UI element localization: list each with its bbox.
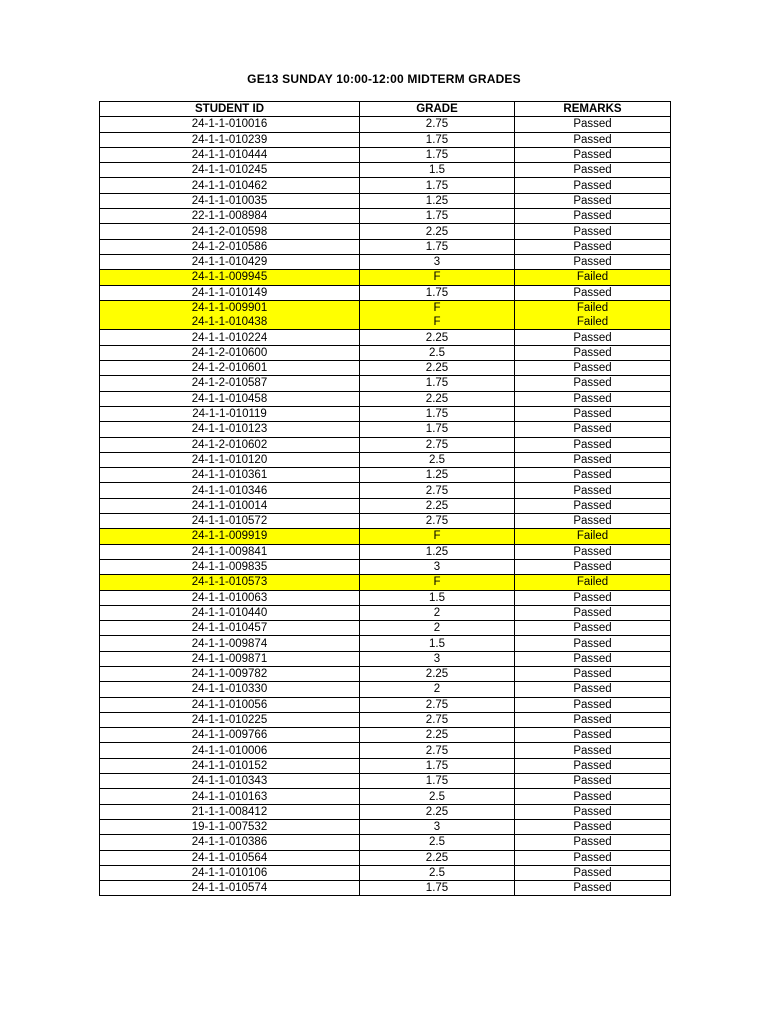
- table-row: [100, 514, 671, 529]
- grade-cell: 2.25: [360, 804, 515, 819]
- grade-cell: 1.75: [360, 758, 515, 773]
- remarks-cell: Passed: [515, 254, 671, 269]
- grade-cell: 2.25: [360, 391, 515, 406]
- student-id-cell: 24-1-1-010245: [100, 163, 360, 178]
- grade-cell: 2.25: [360, 498, 515, 513]
- grade-cell: 1.25: [360, 193, 515, 208]
- grade-cell: 2.75: [360, 483, 515, 498]
- remarks-cell: Passed: [515, 819, 671, 834]
- table-row: [100, 452, 671, 467]
- student-id-cell: 24-1-1-009841: [100, 544, 360, 559]
- remarks-cell: Passed: [515, 483, 671, 498]
- student-id-cell: 24-1-1-009874: [100, 636, 360, 651]
- remarks-cell: Passed: [515, 712, 671, 727]
- grade-cell: 2.75: [360, 697, 515, 712]
- grade-cell: F: [360, 315, 515, 330]
- table-row: [100, 865, 671, 880]
- grade-cell: 2: [360, 621, 515, 636]
- student-id-cell: 24-1-1-010035: [100, 193, 360, 208]
- student-id-cell: 24-1-1-010343: [100, 774, 360, 789]
- remarks-cell: Passed: [515, 728, 671, 743]
- grade-cell: 2: [360, 682, 515, 697]
- table-row: [100, 728, 671, 743]
- table-row: [100, 361, 671, 376]
- student-id-cell: 24-1-1-010330: [100, 682, 360, 697]
- grade-cell: 1.75: [360, 147, 515, 162]
- remarks-cell: Passed: [515, 437, 671, 452]
- table-row: [100, 498, 671, 513]
- remarks-cell: Passed: [515, 621, 671, 636]
- grade-cell: 2.5: [360, 452, 515, 467]
- remarks-cell: Passed: [515, 452, 671, 467]
- student-id-cell: 24-1-2-010587: [100, 376, 360, 391]
- grade-cell: 2.75: [360, 117, 515, 132]
- grade-cell: 3: [360, 559, 515, 574]
- grade-cell: F: [360, 270, 515, 285]
- remarks-cell: Passed: [515, 682, 671, 697]
- table-row: [100, 147, 671, 162]
- grade-cell: 2.75: [360, 514, 515, 529]
- table-row: [100, 468, 671, 483]
- remarks-cell: Passed: [515, 881, 671, 896]
- student-id-cell: 24-1-2-010598: [100, 224, 360, 239]
- grade-cell: F: [360, 300, 515, 315]
- remarks-cell: Passed: [515, 178, 671, 193]
- remarks-cell: Passed: [515, 163, 671, 178]
- grade-cell: 2.5: [360, 835, 515, 850]
- remarks-cell: Passed: [515, 804, 671, 819]
- table-row: [100, 483, 671, 498]
- grade-cell: 2.25: [360, 728, 515, 743]
- student-id-cell: 24-1-1-010006: [100, 743, 360, 758]
- student-id-cell: 24-1-2-010601: [100, 361, 360, 376]
- remarks-cell: Failed: [515, 270, 671, 285]
- remarks-cell: Failed: [515, 529, 671, 544]
- grade-cell: 1.25: [360, 544, 515, 559]
- remarks-cell: Passed: [515, 743, 671, 758]
- remarks-cell: Passed: [515, 468, 671, 483]
- grade-cell: 2.25: [360, 361, 515, 376]
- remarks-cell: Passed: [515, 758, 671, 773]
- student-id-cell: 24-1-1-010149: [100, 285, 360, 300]
- remarks-cell: Passed: [515, 697, 671, 712]
- table-row: [100, 285, 671, 300]
- student-id-cell: 24-1-1-009782: [100, 666, 360, 681]
- remarks-cell: Passed: [515, 406, 671, 421]
- remarks-cell: Passed: [515, 774, 671, 789]
- page-title: GE13 SUNDAY 10:00-12:00 MIDTERM GRADES: [247, 72, 521, 86]
- student-id-cell: 24-1-1-009766: [100, 728, 360, 743]
- table-row: [100, 559, 671, 574]
- table-row: [100, 621, 671, 636]
- grade-cell: 2.5: [360, 865, 515, 880]
- student-id-cell: 24-1-1-009901: [100, 300, 360, 315]
- remarks-cell: Passed: [515, 850, 671, 865]
- grade-cell: 1.75: [360, 285, 515, 300]
- grade-cell: 1.75: [360, 774, 515, 789]
- table-row: [100, 575, 671, 590]
- remarks-cell: Passed: [515, 636, 671, 651]
- grade-cell: 1.75: [360, 881, 515, 896]
- student-id-cell: 24-1-1-009835: [100, 559, 360, 574]
- table-row: [100, 300, 671, 315]
- table-row: [100, 330, 671, 345]
- student-id-cell: 24-1-1-010063: [100, 590, 360, 605]
- grade-cell: 1.5: [360, 636, 515, 651]
- table-row: [100, 224, 671, 239]
- table-row: [100, 835, 671, 850]
- student-id-cell: 24-1-1-010123: [100, 422, 360, 437]
- table-row: [100, 178, 671, 193]
- student-id-cell: 24-1-1-010014: [100, 498, 360, 513]
- grade-cell: 1.75: [360, 422, 515, 437]
- column-header-remarks: REMARKS: [515, 102, 671, 117]
- table-row: [100, 270, 671, 285]
- student-id-cell: 24-1-1-010016: [100, 117, 360, 132]
- table-row: [100, 819, 671, 834]
- table-row: [100, 712, 671, 727]
- table-row: [100, 651, 671, 666]
- student-id-cell: 24-1-1-010361: [100, 468, 360, 483]
- student-id-cell: 24-1-1-010440: [100, 605, 360, 620]
- student-id-cell: 24-1-1-010056: [100, 697, 360, 712]
- remarks-cell: Passed: [515, 330, 671, 345]
- table-row: [100, 544, 671, 559]
- grade-cell: 2.25: [360, 666, 515, 681]
- student-id-cell: 24-1-1-009919: [100, 529, 360, 544]
- grade-cell: 1.75: [360, 376, 515, 391]
- grade-cell: 2.5: [360, 789, 515, 804]
- table-row: [100, 697, 671, 712]
- remarks-cell: Passed: [515, 193, 671, 208]
- student-id-cell: 24-1-1-010119: [100, 406, 360, 421]
- student-id-cell: 24-1-1-010225: [100, 712, 360, 727]
- remarks-cell: Failed: [515, 315, 671, 330]
- grade-cell: 3: [360, 819, 515, 834]
- table-row: [100, 132, 671, 147]
- table-row: [100, 789, 671, 804]
- table-row: [100, 345, 671, 360]
- student-id-cell: 24-1-1-010346: [100, 483, 360, 498]
- table-row: [100, 209, 671, 224]
- grade-cell: 1.75: [360, 406, 515, 421]
- grade-cell: 2: [360, 605, 515, 620]
- remarks-cell: Passed: [515, 422, 671, 437]
- table-row: [100, 422, 671, 437]
- table-row: [100, 376, 671, 391]
- grade-cell: 3: [360, 254, 515, 269]
- table-header-row: [100, 102, 671, 117]
- table-row: [100, 117, 671, 132]
- student-id-cell: 24-1-1-010163: [100, 789, 360, 804]
- student-id-cell: 24-1-2-010586: [100, 239, 360, 254]
- grades-table-body: [100, 117, 671, 896]
- remarks-cell: Passed: [515, 835, 671, 850]
- remarks-cell: Passed: [515, 514, 671, 529]
- remarks-cell: Passed: [515, 361, 671, 376]
- student-id-cell: 24-1-1-010457: [100, 621, 360, 636]
- grade-cell: F: [360, 529, 515, 544]
- student-id-cell: 24-1-1-010120: [100, 452, 360, 467]
- student-id-cell: 24-1-1-010239: [100, 132, 360, 147]
- grade-cell: 2.5: [360, 345, 515, 360]
- column-header-grade: GRADE: [360, 102, 515, 117]
- student-id-cell: 21-1-1-008412: [100, 804, 360, 819]
- grade-cell: 2.75: [360, 712, 515, 727]
- grade-cell: 1.5: [360, 590, 515, 605]
- grade-cell: 2.75: [360, 437, 515, 452]
- column-header-student-id: STUDENT ID: [100, 102, 360, 117]
- student-id-cell: 24-1-2-010600: [100, 345, 360, 360]
- remarks-cell: Passed: [515, 285, 671, 300]
- remarks-cell: Failed: [515, 300, 671, 315]
- table-row: [100, 437, 671, 452]
- remarks-cell: Passed: [515, 544, 671, 559]
- student-id-cell: 24-1-1-010572: [100, 514, 360, 529]
- table-row: [100, 804, 671, 819]
- table-row: [100, 881, 671, 896]
- table-row: [100, 406, 671, 421]
- table-row: [100, 850, 671, 865]
- student-id-cell: 24-1-1-010573: [100, 575, 360, 590]
- remarks-cell: Passed: [515, 865, 671, 880]
- student-id-cell: 24-1-1-009945: [100, 270, 360, 285]
- table-row: [100, 315, 671, 330]
- student-id-cell: 24-1-1-010574: [100, 881, 360, 896]
- grades-table: [99, 101, 671, 896]
- grade-cell: 1.75: [360, 239, 515, 254]
- remarks-cell: Passed: [515, 132, 671, 147]
- remarks-cell: Passed: [515, 559, 671, 574]
- student-id-cell: 24-1-1-010152: [100, 758, 360, 773]
- table-row: [100, 529, 671, 544]
- grade-cell: 2.25: [360, 224, 515, 239]
- student-id-cell: 24-1-1-010224: [100, 330, 360, 345]
- grade-cell: 2.75: [360, 743, 515, 758]
- grade-cell: 2.25: [360, 850, 515, 865]
- table-row: [100, 758, 671, 773]
- grade-cell: 1.75: [360, 132, 515, 147]
- remarks-cell: Passed: [515, 651, 671, 666]
- remarks-cell: Passed: [515, 590, 671, 605]
- remarks-cell: Passed: [515, 666, 671, 681]
- student-id-cell: 24-1-1-009871: [100, 651, 360, 666]
- remarks-cell: Passed: [515, 391, 671, 406]
- grade-cell: F: [360, 575, 515, 590]
- student-id-cell: 24-1-1-010444: [100, 147, 360, 162]
- grade-cell: 1.5: [360, 163, 515, 178]
- remarks-cell: Passed: [515, 376, 671, 391]
- table-row: [100, 774, 671, 789]
- student-id-cell: 24-1-1-010106: [100, 865, 360, 880]
- table-row: [100, 636, 671, 651]
- remarks-cell: Passed: [515, 239, 671, 254]
- table-row: [100, 743, 671, 758]
- remarks-cell: Failed: [515, 575, 671, 590]
- grade-cell: 1.75: [360, 209, 515, 224]
- remarks-cell: Passed: [515, 117, 671, 132]
- table-row: [100, 239, 671, 254]
- table-row: [100, 682, 671, 697]
- remarks-cell: Passed: [515, 605, 671, 620]
- grade-cell: 2.25: [360, 330, 515, 345]
- table-row: [100, 254, 671, 269]
- remarks-cell: Passed: [515, 224, 671, 239]
- table-row: [100, 193, 671, 208]
- remarks-cell: Passed: [515, 789, 671, 804]
- student-id-cell: 24-1-1-010438: [100, 315, 360, 330]
- table-row: [100, 605, 671, 620]
- remarks-cell: Passed: [515, 498, 671, 513]
- student-id-cell: 24-1-1-010386: [100, 835, 360, 850]
- remarks-cell: Passed: [515, 147, 671, 162]
- student-id-cell: 24-1-1-010564: [100, 850, 360, 865]
- table-row: [100, 666, 671, 681]
- student-id-cell: 19-1-1-007532: [100, 819, 360, 834]
- student-id-cell: 24-1-2-010602: [100, 437, 360, 452]
- remarks-cell: Passed: [515, 209, 671, 224]
- remarks-cell: Passed: [515, 345, 671, 360]
- table-row: [100, 391, 671, 406]
- table-row: [100, 163, 671, 178]
- student-id-cell: 22-1-1-008984: [100, 209, 360, 224]
- grade-cell: 1.25: [360, 468, 515, 483]
- grade-cell: 3: [360, 651, 515, 666]
- table-row: [100, 590, 671, 605]
- grade-cell: 1.75: [360, 178, 515, 193]
- student-id-cell: 24-1-1-010429: [100, 254, 360, 269]
- student-id-cell: 24-1-1-010458: [100, 391, 360, 406]
- student-id-cell: 24-1-1-010462: [100, 178, 360, 193]
